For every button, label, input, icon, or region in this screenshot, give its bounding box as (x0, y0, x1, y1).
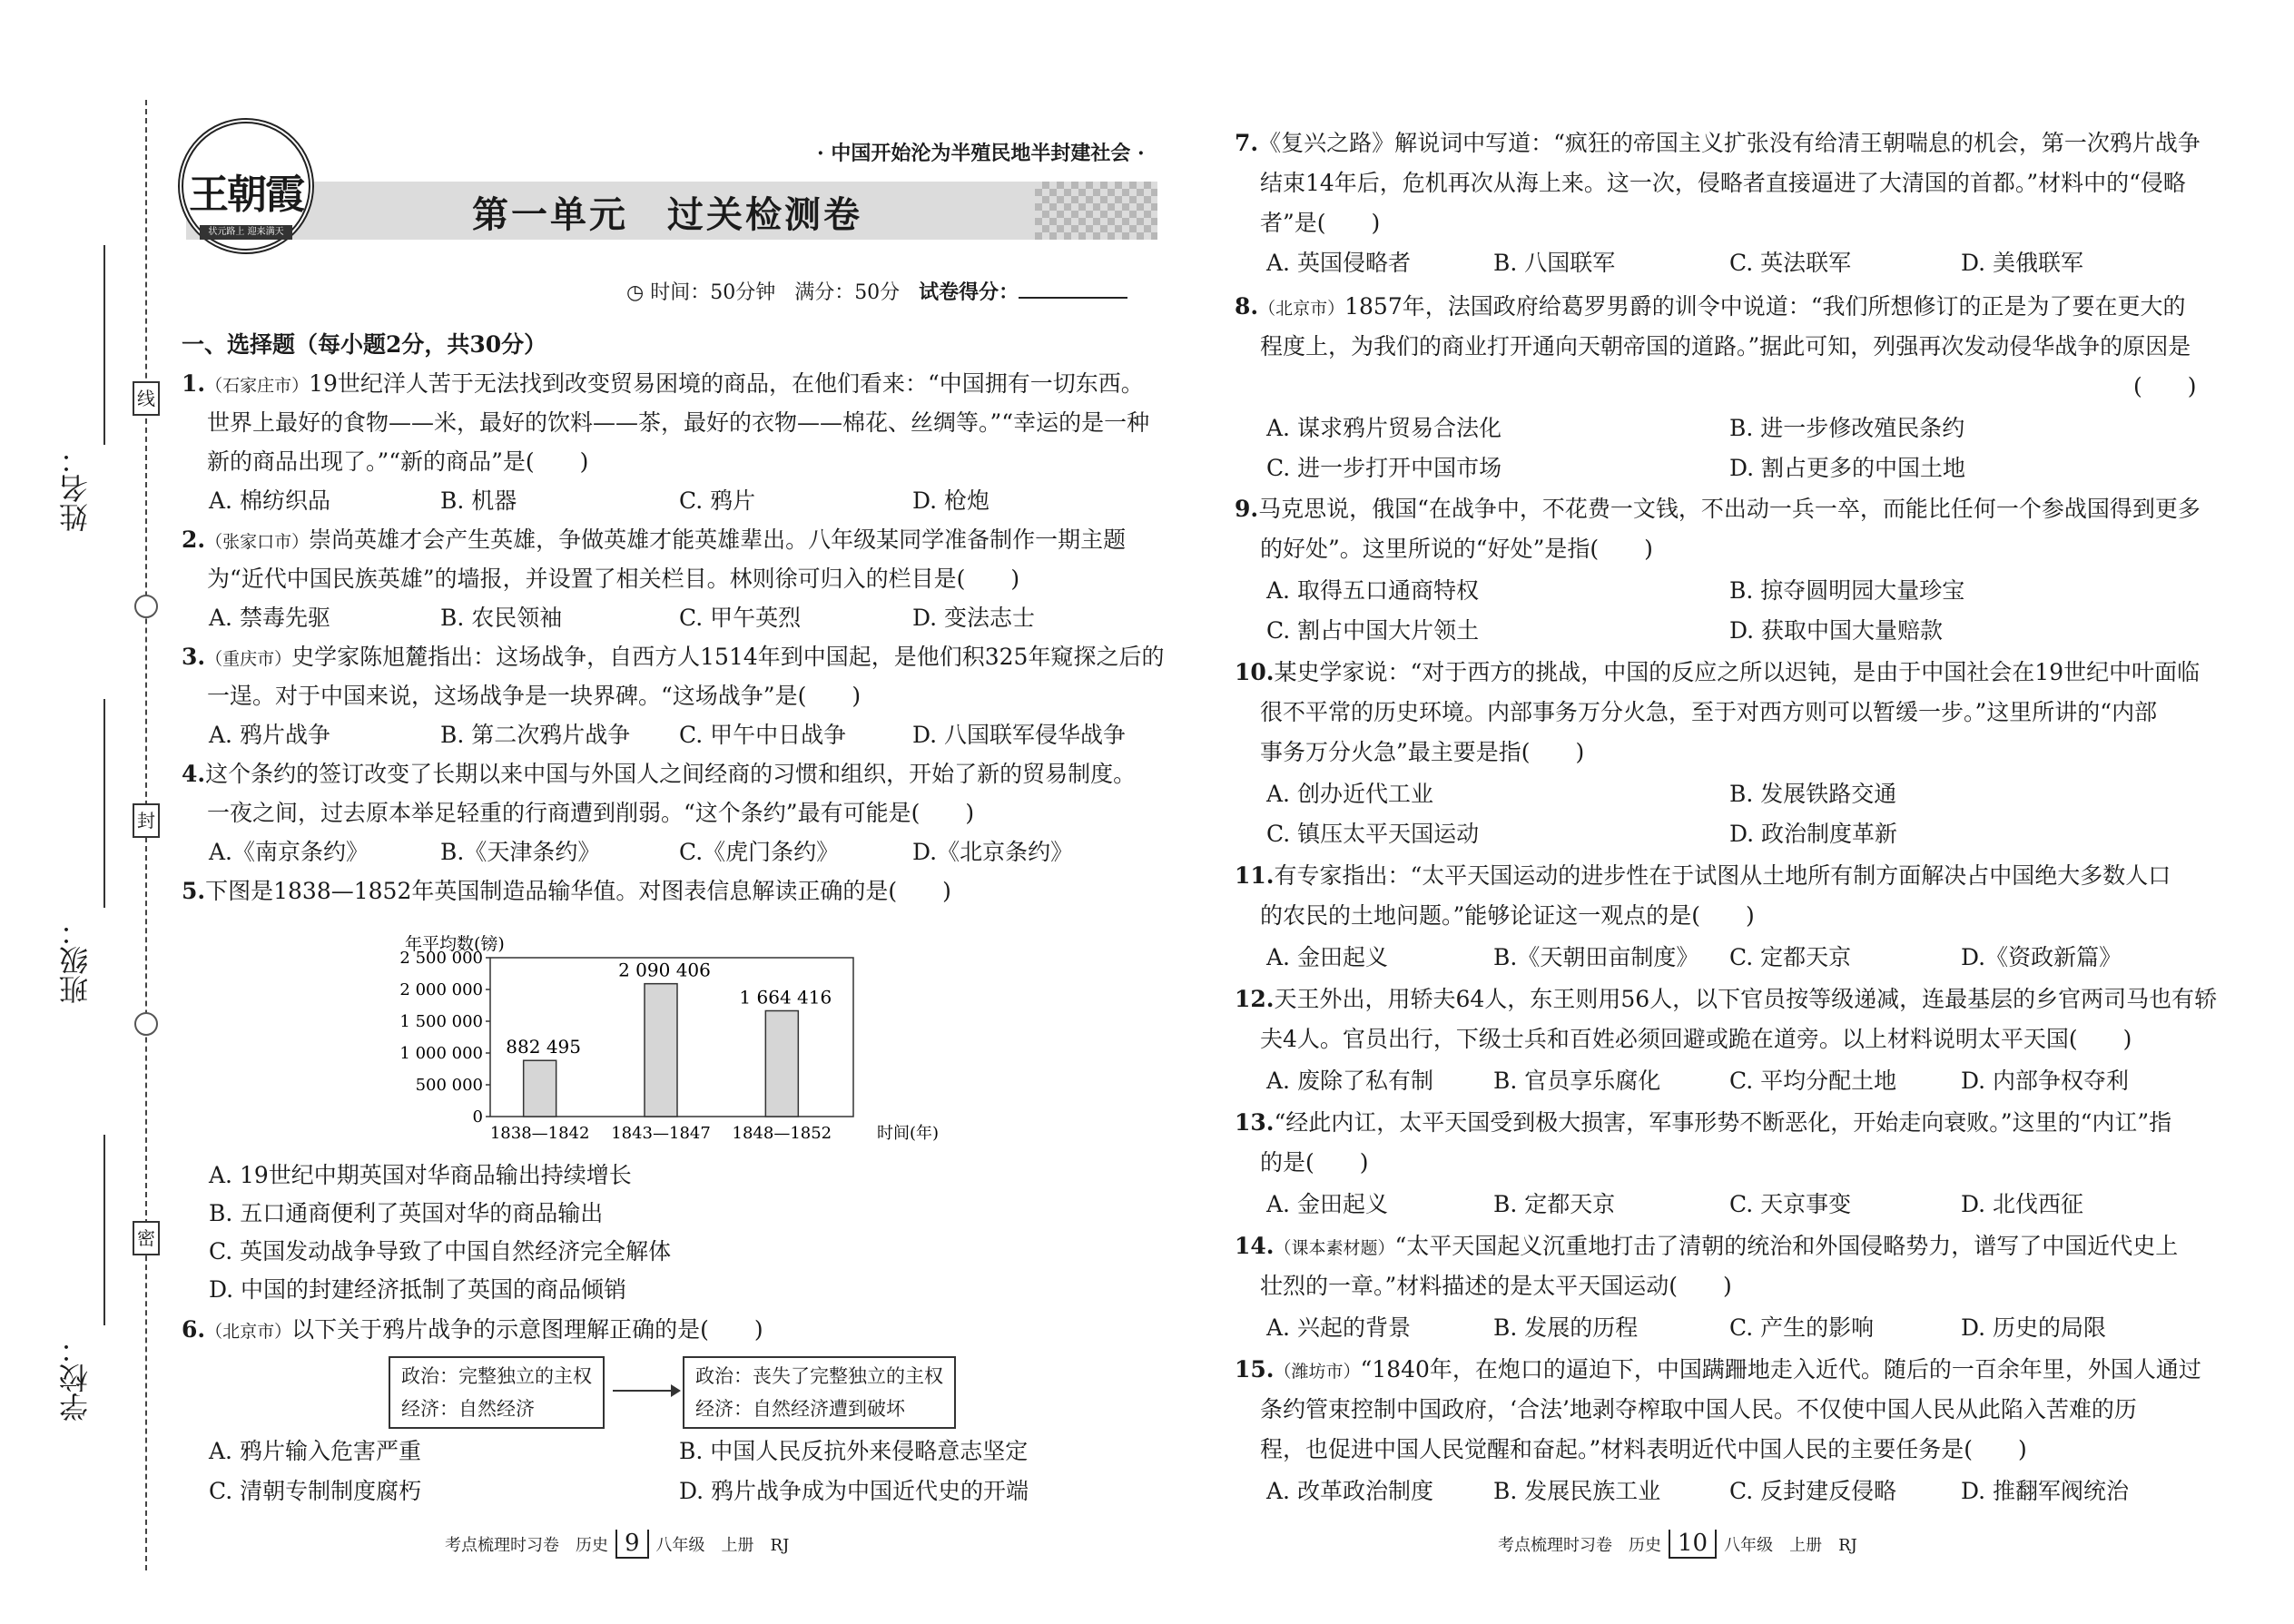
q8-option-d[interactable]: D. 割占更多的中国土地 (1729, 455, 1966, 481)
q2-option-d[interactable]: D. 变法志士 (912, 605, 1036, 631)
q3-option-a[interactable]: A. 鸦片战争 (209, 722, 330, 748)
q7-option-b[interactable]: B. 八国联军 (1493, 250, 1616, 276)
q11-line: 的农民的土地问题。”能够论证这一观点的是( ) (1260, 902, 1755, 929)
binding-ring (134, 595, 158, 618)
logo-sub: 状元路上 迎来满天 (200, 225, 292, 240)
q10-option-a[interactable]: A. 创办近代工业 (1266, 781, 1433, 807)
q4-line: 一夜之间，过去原本举足轻重的行商遭到削弱。“这个条约”最有可能是( ) (207, 800, 975, 826)
q11-option-d[interactable]: D.《资政新篇》 (1961, 944, 2122, 970)
q15-option-c[interactable]: C. 反封建反侵略 (1729, 1478, 1897, 1504)
class-blank (103, 699, 105, 908)
q11-option-c[interactable]: C. 定都天京 (1729, 944, 1852, 970)
name-label: 姓名： (58, 445, 93, 532)
chart-category-label: 1843—1847 (611, 1124, 711, 1143)
q12-option-a[interactable]: A. 废除了私有制 (1266, 1068, 1433, 1094)
q1-line: 世界上最好的食物——米，最好的饮料——茶，最好的衣物——棉花、丝绸等。”“幸运的是一种 (207, 409, 1150, 436)
q5-option-a[interactable]: A. 19世纪中期英国对华商品输出持续增长 (209, 1162, 632, 1188)
q10-option-b[interactable]: B. 发展铁路交通 (1729, 781, 1897, 807)
unit-subtitle: · 中国开始沦为半殖民地半封建社会 · (817, 142, 1145, 165)
q13-option-b[interactable]: B. 定都天京 (1493, 1191, 1616, 1217)
q15-line: 条约管束控制中国政府，‘合法’地剥夺榨取中国人民。不仅使中国人民从此陷入苦难的历 (1260, 1396, 2137, 1422)
seal-char-feng: 封 (133, 803, 160, 838)
q7-line: 结束14年后，危机再次从海上来。这一次，侵略者直接逼进了大清国的首都。”材料中的“侵略 (1260, 170, 2186, 196)
q14-option-a[interactable]: A. 兴起的背景 (1266, 1314, 1411, 1341)
q7-option-c[interactable]: C. 英法联军 (1729, 250, 1852, 276)
q12-line: 夫4人。官员出行，下级士兵和百姓必须回避或跪在道旁。以上材料说明太平天国( ) (1260, 1026, 2132, 1052)
page-number: 10 (1669, 1530, 1717, 1559)
q14-option-c[interactable]: C. 产生的影响 (1729, 1314, 1875, 1341)
q14-option-b[interactable]: B. 发展的历程 (1493, 1314, 1639, 1341)
q8-answer-blank: ( ) (2133, 373, 2197, 399)
q4-option-d[interactable]: D.《北京条约》 (912, 839, 1074, 865)
q1-line: 新的商品出现了。”“新的商品”是( ) (207, 448, 589, 475)
q2-option-b[interactable]: B. 农民领袖 (440, 605, 563, 631)
seal-char-xian: 线 (133, 381, 160, 416)
q15-option-a[interactable]: A. 改革政治制度 (1266, 1478, 1433, 1504)
question-11: 11.有专家指出：“太平天国运动的进步性在于试图从土地所有制方面解决占中国绝大多数人口 (1235, 862, 2171, 889)
logo-text: 王朝霞 (189, 172, 303, 218)
q9-option-a[interactable]: A. 取得五口通商特权 (1266, 577, 1479, 604)
class-label: 班级： (58, 917, 93, 1004)
q14-option-d[interactable]: D. 历史的局限 (1961, 1314, 2107, 1341)
time-limit: 时间：50分钟 (650, 281, 776, 304)
banner-pattern (1035, 182, 1157, 240)
q5-option-d[interactable]: D. 中国的封建经济抵制了英国的商品倾销 (209, 1276, 627, 1303)
chart-ytick-label: 2 000 000 (399, 980, 483, 999)
chart-ytick-label: 1 000 000 (399, 1044, 483, 1063)
q8-line: 程度上，为我们的商业打开通向天朝帝国的道路。”据此可知，列强再次发动侵华战争的原因是 (1260, 333, 2191, 359)
q6-option-b[interactable]: B. 中国人民反抗外来侵略意志坚定 (679, 1438, 1029, 1464)
q2-line: 为“近代中国民族英雄”的墙报，并设置了相关栏目。林则徐可归入的栏目是( ) (207, 566, 1020, 592)
question-9: 9.马克思说，俄国“在战争中，不花费一文钱，不出动一兵一卒，而能比任何一个参战国得到更多 (1235, 496, 2200, 522)
score-blank[interactable] (1019, 297, 1127, 299)
seal-char-mi: 密 (133, 1221, 160, 1255)
school-blank (103, 1135, 105, 1325)
page-number: 9 (615, 1530, 649, 1559)
q10-option-c[interactable]: C. 镇压太平天国运动 (1266, 821, 1480, 847)
q9-line: 的好处”。这里所说的“好处”是指( ) (1260, 536, 1653, 562)
q1-option-c[interactable]: C. 鸦片 (679, 487, 756, 514)
q9-option-b[interactable]: B. 掠夺圆明园大量珍宝 (1729, 577, 1965, 604)
question-14: 14.（课本素材题）“太平天国起义沉重地打击了清朝的统治和外国侵略势力，谱写了中国近代史上 (1235, 1233, 2179, 1259)
question-4: 4.这个条约的签订改变了长期以来中国与外国人之间经商的习惯和组织，开始了新的贸易制度。 (182, 761, 1137, 787)
school-label: 学校： (58, 1334, 93, 1422)
q13-option-d[interactable]: D. 北伐西征 (1961, 1191, 2084, 1217)
chart-bar (524, 1060, 556, 1117)
q1-option-d[interactable]: D. 枪炮 (912, 487, 990, 514)
q10-line: 事务万分火急”最主要是指( ) (1260, 739, 1585, 765)
q1-option-a[interactable]: A. 棉纺织品 (209, 487, 330, 514)
flow-before-politics: 政治：完整独立的主权 (401, 1365, 592, 1387)
q3-option-c[interactable]: C. 甲午中日战争 (679, 722, 847, 748)
score-label: 试卷得分： (919, 281, 1019, 304)
question-7: 7.《复兴之路》解说词中写道：“疯狂的帝国主义扩张没有给清王朝喘息的机会，第一次鸦片战争 (1235, 130, 2200, 156)
trade-bar-chart (390, 935, 971, 1156)
chart-bar (765, 1010, 798, 1117)
clock-icon: ◷ (626, 281, 645, 304)
q12-option-c[interactable]: C. 平均分配土地 (1729, 1068, 1897, 1094)
q13-line: 的是( ) (1260, 1149, 1369, 1176)
flow-box-before (389, 1356, 605, 1429)
chart-ytick-label: 1 500 000 (399, 1012, 483, 1031)
q8-option-b[interactable]: B. 进一步修改殖民条约 (1729, 415, 1965, 441)
chart-ytick-label: 2 500 000 (399, 949, 483, 968)
q6-option-d[interactable]: D. 鸦片战争成为中国近代史的开端 (679, 1478, 1029, 1504)
page-footer: 考点梳理时习卷 历史 9 八年级 上册 RJ (445, 1530, 790, 1557)
brand-logo (178, 118, 314, 254)
q10-option-d[interactable]: D. 政治制度革新 (1729, 821, 1898, 847)
q3-option-d[interactable]: D. 八国联军侵华战争 (912, 722, 1127, 748)
q15-option-d[interactable]: D. 推翻军阀统治 (1961, 1478, 2130, 1504)
question-15: 15.（潍坊市）“1840年，在炮口的逼迫下，中国蹒跚地走入近代。随后的一百余年里，外国人通过 (1235, 1356, 2201, 1383)
q13-option-c[interactable]: C. 天京事变 (1729, 1191, 1852, 1217)
q3-line: 一逞。对于中国来说，这场战争是一块界碑。“这场战争”是( ) (207, 683, 861, 709)
q1-option-b[interactable]: B. 机器 (440, 487, 517, 514)
flow-after-economy: 经济：自然经济遭到破坏 (695, 1398, 905, 1420)
full-score: 满分：50分 (794, 281, 901, 304)
q2-option-c[interactable]: C. 甲午英烈 (679, 605, 802, 631)
question-12: 12.天王外出，用轿夫64人，东王则用56人，以下官员按等级递减，连最基层的乡官两司马也有轿 (1235, 986, 2218, 1012)
binding-ring (134, 1012, 158, 1036)
q8-option-a[interactable]: A. 谋求鸦片贸易合法化 (1266, 415, 1501, 441)
q4-option-b[interactable]: B.《天津条约》 (440, 839, 601, 865)
chart-bar (645, 984, 677, 1117)
q8-option-c[interactable]: C. 进一步打开中国市场 (1266, 455, 1502, 481)
flow-after-politics: 政治：丧失了完整独立的主权 (695, 1365, 943, 1387)
q7-option-d[interactable]: D. 美俄联军 (1961, 250, 2084, 276)
q12-option-d[interactable]: D. 内部争权夺利 (1961, 1068, 2130, 1094)
question-1: 1.（石家庄市）19世纪洋人苦于无法找到改变贸易困境的商品，在他们看来：“中国拥有一切东西。 (182, 370, 1144, 397)
q4-option-c[interactable]: C.《虎门条约》 (679, 839, 840, 865)
exam-meta (626, 277, 1127, 305)
q9-option-c[interactable]: C. 割占中国大片领土 (1266, 617, 1480, 644)
chart-value-label: 2 090 406 (618, 959, 711, 981)
name-blank (103, 245, 105, 445)
page-title: 第一单元 过关检测卷 (472, 193, 862, 236)
q14-line: 壮烈的一章。”材料描述的是太平天国运动( ) (1260, 1273, 1732, 1299)
q12-option-b[interactable]: B. 官员享乐腐化 (1493, 1068, 1661, 1094)
q9-option-d[interactable]: D. 获取中国大量赔款 (1729, 617, 1944, 644)
q6-option-c[interactable]: C. 清朝专制制度腐朽 (209, 1478, 422, 1504)
chart-value-label: 1 664 416 (739, 986, 832, 1009)
chart-svg (390, 935, 971, 1153)
chart-category-label: 1848—1852 (732, 1124, 832, 1143)
q5-option-c[interactable]: C. 英国发动战争导致了中国自然经济完全解体 (209, 1238, 672, 1265)
q15-line: 程，也促进中国人民觉醒和奋起。”材料表明近代中国人民的主要任务是( ) (1260, 1436, 2027, 1462)
question-6: 6.（北京市）以下关于鸦片战争的示意图理解正确的是( ) (182, 1316, 763, 1343)
question-8: 8.（北京市）1857年，法国政府给葛罗男爵的训令中说道：“我们所想修订的正是为了要在更大的 (1235, 293, 2186, 320)
q2-option-a[interactable]: A. 禁毒先驱 (209, 605, 330, 631)
chart-category-label: 1838—1842 (489, 1124, 590, 1143)
flow-arrow-icon (613, 1380, 681, 1402)
q4-option-a[interactable]: A.《南京条约》 (209, 839, 369, 865)
q15-option-b[interactable]: B. 发展民族工业 (1493, 1478, 1661, 1504)
q6-option-a[interactable]: A. 鸦片输入危害严重 (209, 1438, 421, 1464)
q7-line: 者”是( ) (1260, 210, 1381, 236)
page-footer: 考点梳理时习卷 历史 10 八年级 上册 RJ (1498, 1530, 1857, 1557)
q11-option-b[interactable]: B.《天朝田亩制度》 (1493, 944, 1699, 970)
q5-option-b[interactable]: B. 五口通商便利了英国对华的商品输出 (209, 1200, 604, 1226)
flow-box-after (683, 1356, 956, 1429)
flow-before-economy: 经济：自然经济 (401, 1398, 535, 1420)
question-3: 3.（重庆市）史学家陈旭麓指出：这场战争，自西方人1514年到中国起，是他们积325年窥探之后的 (182, 644, 1165, 670)
q7-option-a[interactable]: A. 英国侵略者 (1266, 250, 1411, 276)
chart-ylabel: 年平均数(镑) (405, 935, 505, 954)
q11-option-a[interactable]: A. 金田起义 (1266, 944, 1388, 970)
chart-ytick-label: 500 000 (415, 1076, 483, 1095)
q10-line: 很不平常的历史环境。内部事务万分火急，至于对西方则可以暂缓一步。”这里所讲的“内部 (1260, 699, 2158, 725)
chart-value-label: 882 495 (506, 1036, 582, 1058)
question-13: 13.“经此内讧，太平天国受到极大损害，军事形势不断恶化，开始走向衰败。”这里的“内讧”指 (1235, 1109, 2172, 1136)
section-heading: 一、选择题（每小题2分，共30分） (182, 331, 547, 358)
chart-ytick-label: 0 (472, 1107, 483, 1127)
q3-option-b[interactable]: B. 第二次鸦片战争 (440, 722, 631, 748)
question-2: 2.（张家口市）崇尚英雄才会产生英雄，争做英雄才能英雄辈出。八年级某同学准备制作一期主题 (182, 527, 1127, 553)
question-10: 10.某史学家说：“对于西方的挑战，中国的反应之所以迟钝，是由于中国社会在19世纪中叶面临 (1235, 659, 2200, 685)
question-5: 5.下图是1838—1852年英国制造品输华值。对图表信息解读正确的是( ) (182, 878, 951, 904)
chart-xlabel: 时间(年) (876, 1124, 940, 1143)
right-page (1216, 0, 2269, 1624)
q13-option-a[interactable]: A. 金田起义 (1266, 1191, 1388, 1217)
